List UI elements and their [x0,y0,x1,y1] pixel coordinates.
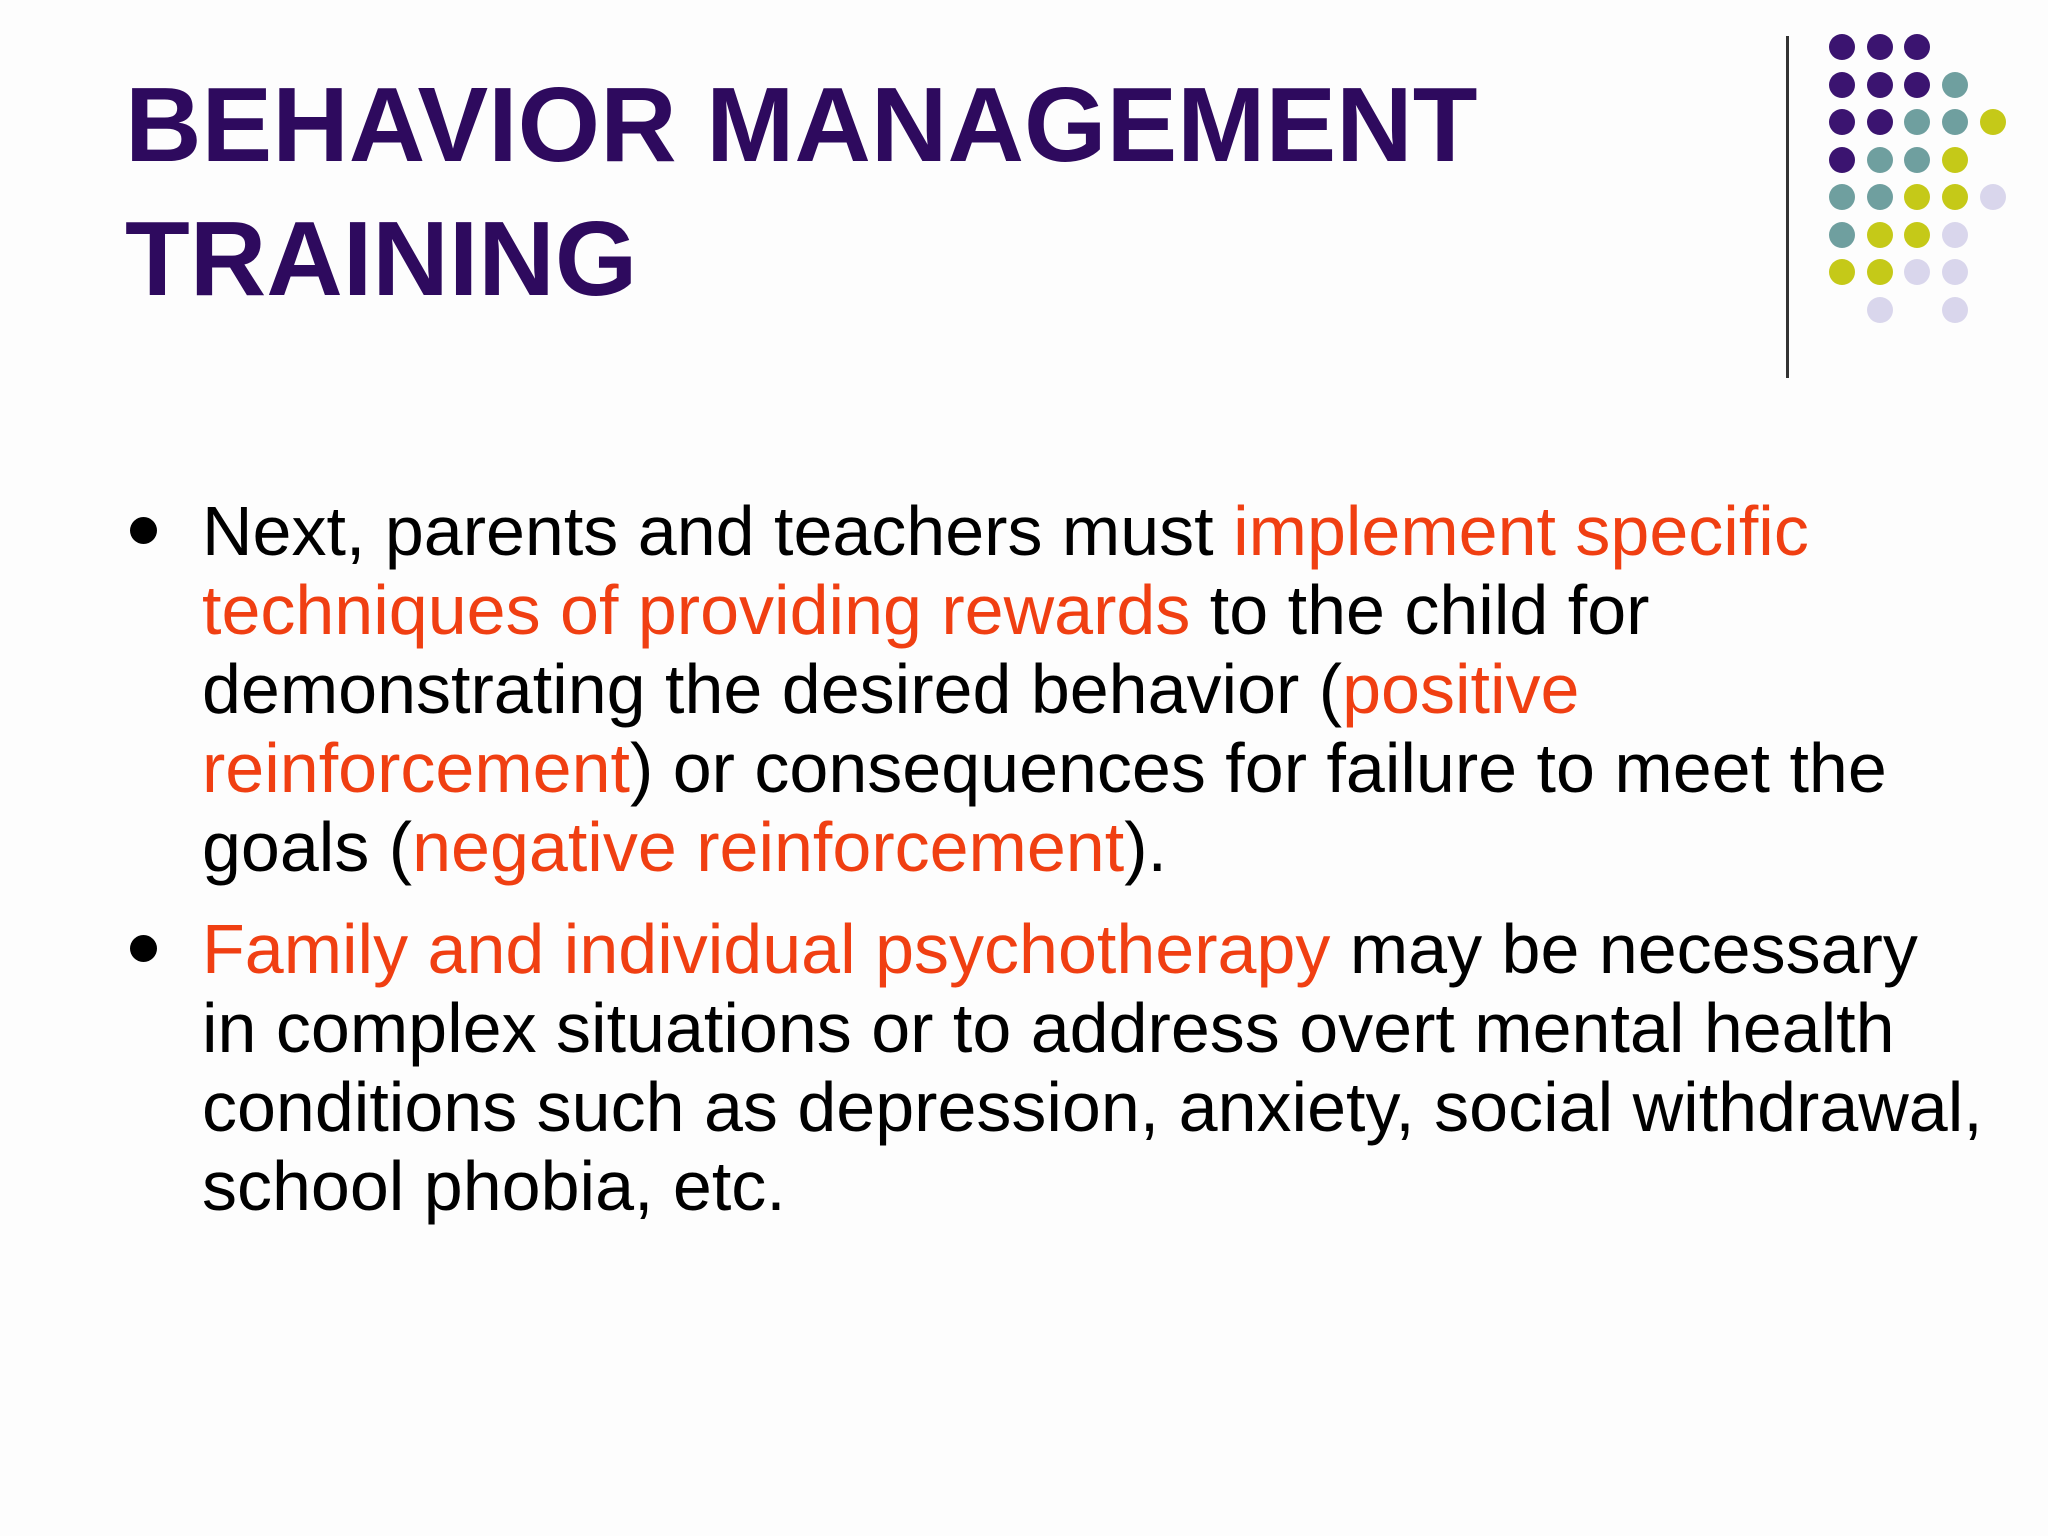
highlight-segment: implement specific techniques of providing rewards [202,492,1809,649]
bullet-dot-icon [130,935,157,962]
dot [1867,259,1893,285]
text-segment: ) or consequences for failure to meet the goals ( [202,729,1887,886]
dot [1867,297,1893,323]
bullet-item [125,910,1985,1226]
highlight-segment: positive reinforcement [202,650,1580,807]
highlight-segment: Family and individual psychotherapy [202,910,1331,988]
bullet-text [202,910,1983,1225]
dot [1829,184,1855,210]
dot [1980,109,2006,135]
dot [1829,147,1855,173]
text-segment: Next, parents and teachers must [202,492,1234,570]
dot [1829,34,1855,60]
dot [1942,72,1968,98]
dot [1942,297,1968,323]
bullet-list [125,492,1985,1249]
dot [1829,259,1855,285]
dot [1904,34,1930,60]
dot [1904,72,1930,98]
dot [1942,259,1968,285]
dot [1942,147,1968,173]
dot [1867,184,1893,210]
dot [1867,72,1893,98]
dot [1867,109,1893,135]
dot [1942,109,1968,135]
bullet-dot-icon [130,517,157,544]
dot [1942,184,1968,210]
dot [1829,72,1855,98]
dot [1867,222,1893,248]
dot [1829,222,1855,248]
text-segment: ). [1124,808,1167,886]
dot [1867,147,1893,173]
title-line-2: TRAINING [125,200,638,318]
dot [1904,147,1930,173]
dot [1942,222,1968,248]
decorative-dot-grid [0,0,2048,400]
dot [1904,184,1930,210]
title-line-1: BEHAVIOR MANAGEMENT [125,66,1478,184]
dot [1867,34,1893,60]
dot [1829,109,1855,135]
highlight-segment: negative reinforcement [412,808,1125,886]
dot [1904,259,1930,285]
dot [1904,222,1930,248]
text-segment: to the child for demonstrating the desired behavior ( [202,571,1650,728]
bullet-item [125,492,1985,887]
dot [1980,184,2006,210]
bullet-text [202,492,1887,886]
text-segment: may be necessary in complex situations or to address overt mental health conditions such as depression, anxiety, social withdrawal, school phobia, etc. [202,910,1983,1225]
dot [1904,109,1930,135]
